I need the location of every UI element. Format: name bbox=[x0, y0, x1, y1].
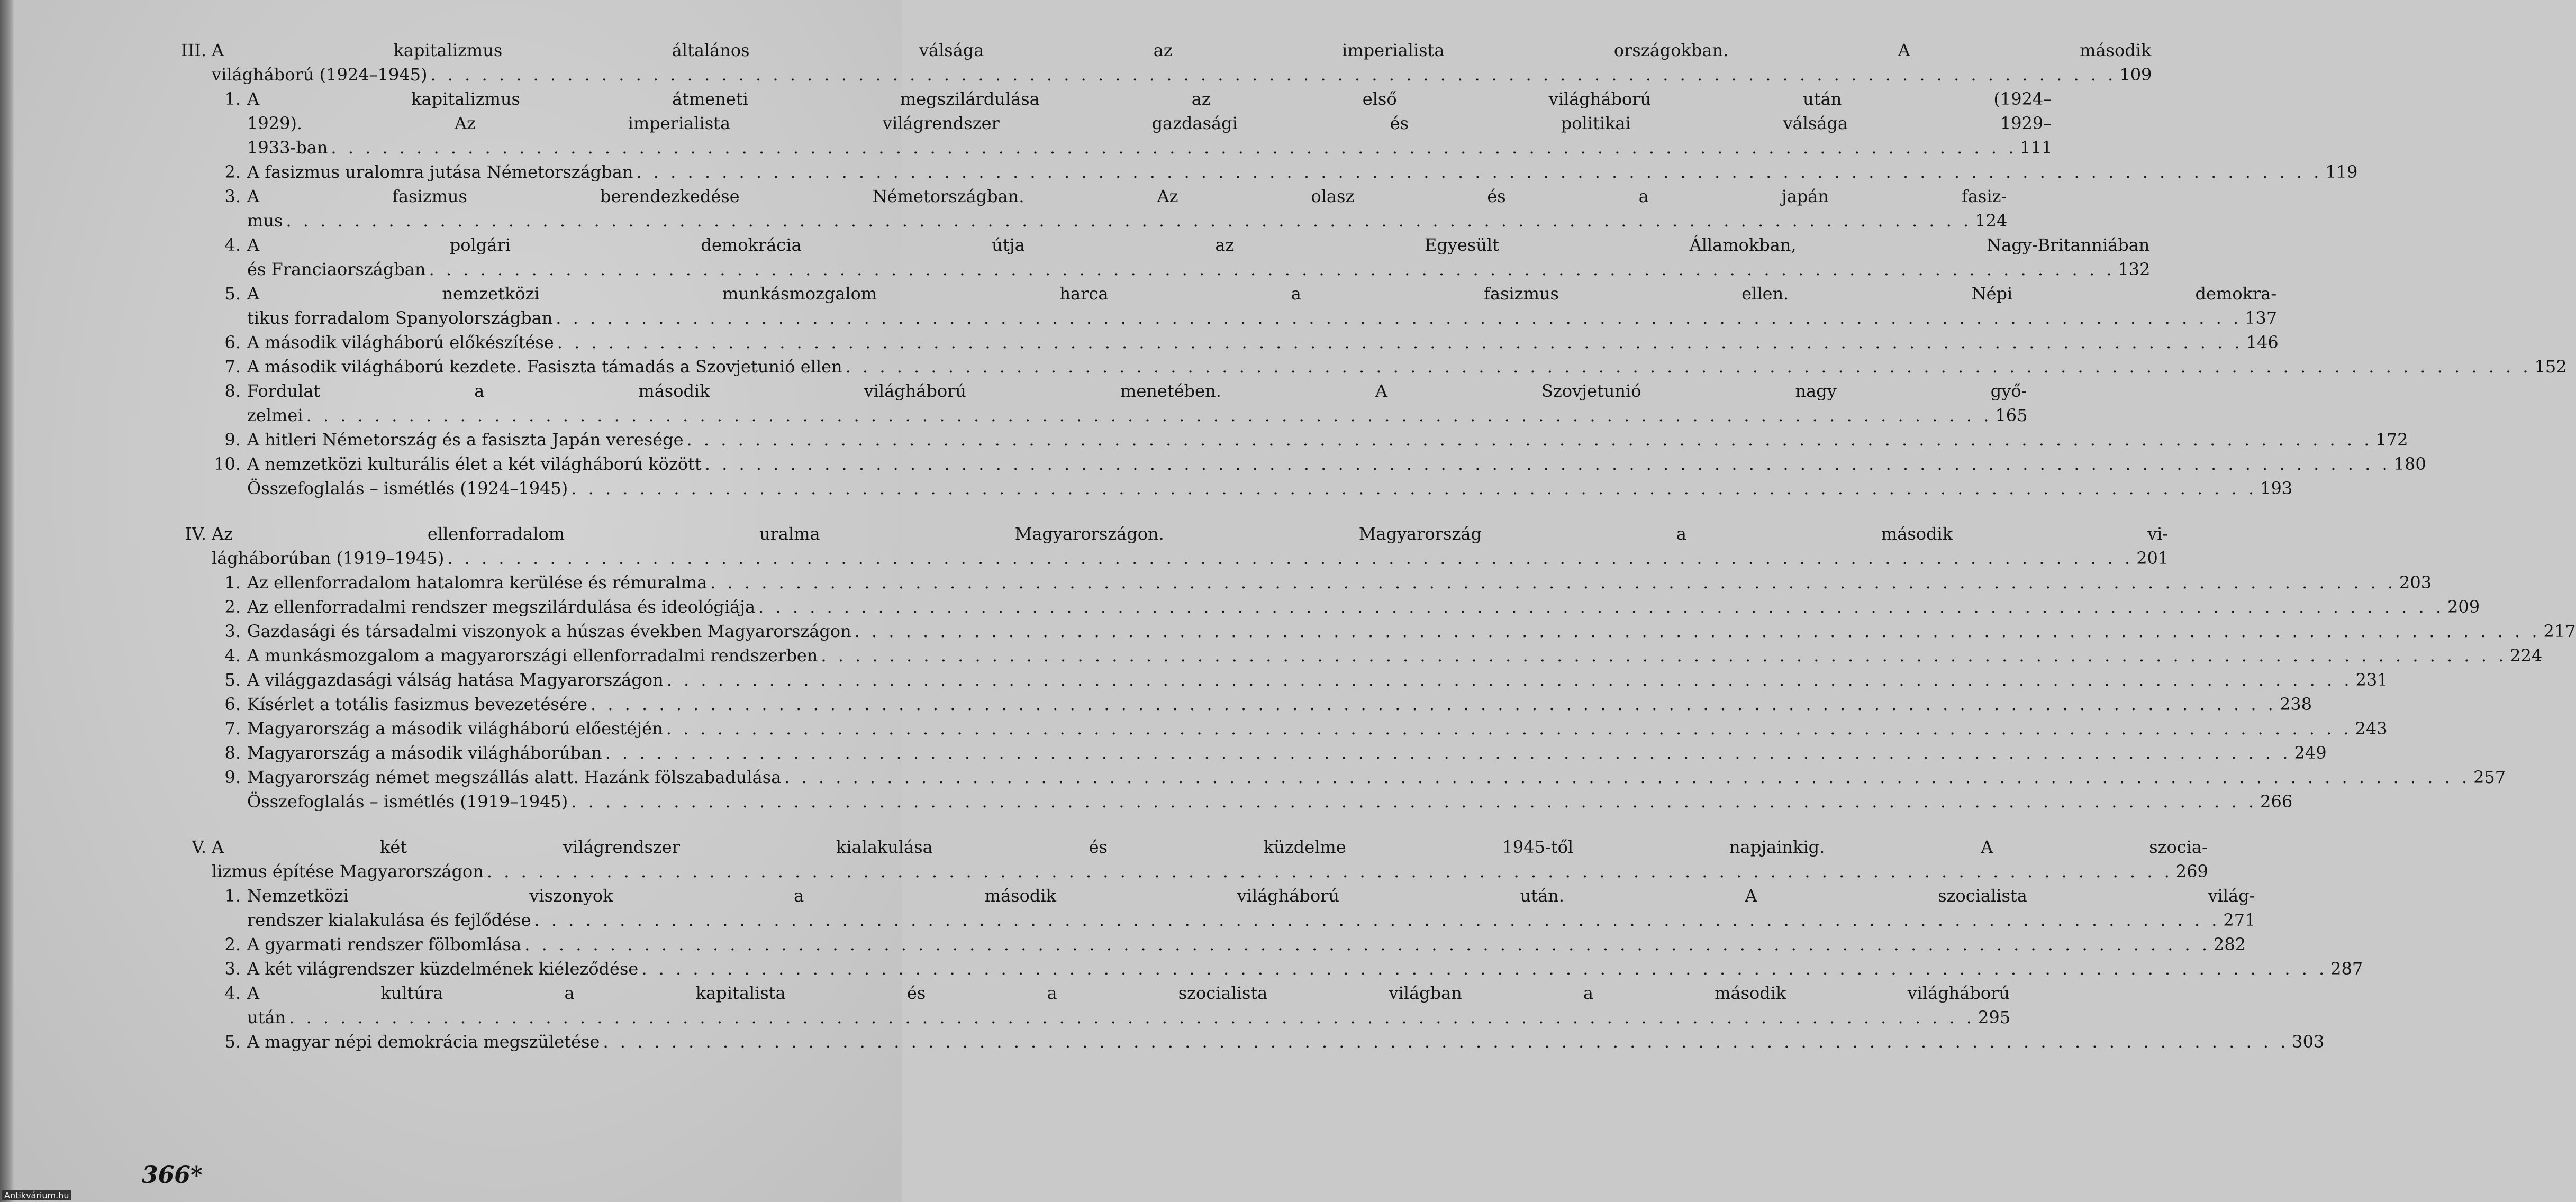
summary-entry-page: 193 bbox=[2260, 478, 2293, 498]
chapter-entry bbox=[212, 452, 2426, 476]
chapter-title-last bbox=[247, 427, 2407, 452]
chapter-title-last bbox=[247, 403, 2027, 427]
chapter-title-last-page: 172 bbox=[2375, 430, 2408, 450]
dot-leader bbox=[556, 306, 2242, 330]
chapter-title bbox=[247, 932, 2245, 957]
chapter-title-last-text: Gazdasági és társadalmi viszonyok a húszas években Magyarországon bbox=[247, 621, 851, 641]
dot-leader bbox=[603, 1030, 2289, 1054]
chapter-number: 5. bbox=[224, 670, 241, 690]
section-heading bbox=[164, 38, 2152, 87]
chapter-title bbox=[247, 427, 2407, 452]
chapter-title-last-text: A fasizmus uralomra jutása Németországban bbox=[247, 162, 633, 182]
section-title-last-page: 269 bbox=[2175, 861, 2208, 881]
chapter-list bbox=[212, 570, 2576, 789]
summary-entry bbox=[247, 476, 2293, 500]
chapter-title-last-page: 217 bbox=[2543, 621, 2576, 641]
section-title-line: Az ellenforradalom uralma Magyarországon. Magyarország a második vi- bbox=[212, 524, 2169, 544]
dot-leader bbox=[687, 427, 2373, 452]
chapter-title-last-page: 249 bbox=[2294, 743, 2327, 763]
chapter-entry bbox=[212, 87, 2053, 160]
chapter-number: 9. bbox=[224, 430, 241, 450]
chapter-title bbox=[247, 741, 2326, 765]
chapter-title-last-text: A magyar népi demokrácia megszületése bbox=[247, 1032, 600, 1052]
chapter-title-last bbox=[247, 765, 2505, 789]
chapter-title-last bbox=[247, 957, 2362, 981]
chapter-title-last-text: Magyarország a második világháború előestéjén bbox=[247, 718, 663, 739]
section-title-last bbox=[212, 546, 2168, 570]
chapter-number: 4. bbox=[224, 645, 241, 666]
section-title-last bbox=[212, 62, 2151, 87]
chapter-title-last bbox=[247, 330, 2278, 354]
dot-leader bbox=[855, 619, 2541, 643]
dot-leader bbox=[821, 643, 2507, 668]
chapter-entry bbox=[212, 981, 2011, 1030]
chapter-number: 3. bbox=[224, 621, 241, 641]
chapter-title-last-text: zelmei bbox=[247, 405, 303, 425]
dot-leader bbox=[447, 546, 2133, 570]
chapter-entry bbox=[212, 643, 2543, 668]
chapter-title bbox=[247, 570, 2431, 595]
dot-leader bbox=[331, 135, 2017, 160]
chapter-title bbox=[247, 281, 2276, 330]
chapter-title-last bbox=[247, 692, 2311, 716]
chapter-title bbox=[247, 692, 2311, 716]
section-title-line: A két világrendszer kialakulása és küzdelme 1945-től napjainkig. A szocia- bbox=[212, 837, 2208, 857]
chapter-entry bbox=[212, 354, 2567, 379]
chapter-entry bbox=[212, 884, 2256, 932]
chapter-title-last-page: 243 bbox=[2355, 718, 2388, 739]
section-title-last-text: lágháborúban (1919–1945) bbox=[212, 548, 445, 568]
chapter-number: 3. bbox=[224, 959, 241, 979]
chapter-title-last-text: A munkásmozgalom a magyarországi ellenforradalmi rendszerben bbox=[247, 645, 818, 666]
section-number: IV. bbox=[185, 524, 206, 544]
chapter-entry bbox=[212, 932, 2246, 957]
chapter-title bbox=[247, 330, 2278, 354]
chapter-title-last-page: 203 bbox=[2399, 572, 2432, 593]
chapter-title-last bbox=[247, 908, 2255, 932]
chapter-title-line: Fordulat a második világháború menetében. A Szovjetunió nagy győ- bbox=[247, 381, 2027, 401]
chapter-title-last bbox=[247, 354, 2566, 379]
section-heading bbox=[164, 835, 2208, 884]
dot-leader bbox=[524, 932, 2210, 957]
chapter-title-last-text: után bbox=[247, 1007, 286, 1027]
chapter-title bbox=[247, 1030, 2324, 1054]
toc-section bbox=[164, 522, 2576, 814]
dot-leader bbox=[667, 668, 2353, 692]
chapter-title-last bbox=[247, 716, 2387, 741]
chapter-number: 7. bbox=[224, 718, 241, 739]
toc-section bbox=[164, 38, 2567, 500]
chapter-title bbox=[247, 619, 2575, 643]
chapter-title-last-text: A második világháború előkészítése bbox=[247, 332, 554, 352]
chapter-title-last bbox=[247, 570, 2431, 595]
chapter-number: 1. bbox=[224, 572, 241, 593]
chapter-number: 8. bbox=[224, 381, 241, 401]
dot-leader bbox=[534, 908, 2220, 932]
chapter-title-last-text: A második világháború kezdete. Fasiszta támadás a Szovjetunió ellen bbox=[247, 357, 842, 377]
chapter-title-last-page: 165 bbox=[1995, 405, 2028, 425]
chapter-entry bbox=[212, 330, 2279, 354]
chapter-entry bbox=[212, 765, 2506, 789]
chapter-title-last-text: és Franciaországban bbox=[247, 259, 426, 279]
chapter-number: 6. bbox=[224, 694, 241, 714]
chapter-title-last bbox=[247, 932, 2245, 957]
chapter-title bbox=[247, 595, 2479, 619]
chapter-title-last bbox=[247, 452, 2426, 476]
chapter-entry bbox=[212, 668, 2388, 692]
chapter-entry bbox=[212, 1030, 2325, 1054]
chapter-entry bbox=[212, 184, 2008, 233]
summary-entry-text: Összefoglalás – ismétlés (1924–1945) bbox=[247, 478, 568, 498]
section-title-last-page: 109 bbox=[2119, 65, 2152, 85]
chapter-title-last-text: Magyarország német megszállás alatt. Hazánk fölszabadulása bbox=[247, 767, 782, 787]
chapter-entry bbox=[212, 716, 2388, 741]
chapter-title-last-text: A két világrendszer küzdelmének kiéleződése bbox=[247, 959, 639, 979]
chapter-title-last-page: 231 bbox=[2355, 670, 2388, 690]
chapter-entry bbox=[212, 595, 2480, 619]
chapter-title bbox=[247, 884, 2255, 932]
chapter-number: 7. bbox=[224, 357, 241, 377]
chapter-title-last bbox=[247, 160, 2357, 184]
chapter-title bbox=[247, 957, 2362, 981]
chapter-title bbox=[247, 184, 2007, 233]
chapter-title-last-text: tikus forradalom Spanyolországban bbox=[247, 308, 553, 328]
chapter-list bbox=[212, 87, 2567, 476]
chapter-title-last-page: 271 bbox=[2223, 910, 2256, 930]
chapter-number: 3. bbox=[224, 186, 241, 206]
dot-leader bbox=[710, 570, 2396, 595]
chapter-number: 6. bbox=[224, 332, 241, 352]
dot-leader bbox=[591, 692, 2276, 716]
section-summary bbox=[247, 476, 2293, 500]
chapter-title bbox=[247, 452, 2426, 476]
chapter-number: 1. bbox=[224, 89, 241, 109]
chapter-title-last-text: A nemzetközi kulturális élet a két világháború között bbox=[247, 454, 702, 474]
dot-leader bbox=[758, 595, 2444, 619]
chapter-title-line: 1929). Az imperialista világrendszer gazdasági és politikai válsága 1929– bbox=[247, 113, 2052, 133]
chapter-title-last-page: 124 bbox=[1975, 211, 2008, 231]
chapter-title bbox=[247, 668, 2388, 692]
dot-leader bbox=[286, 208, 1972, 233]
chapter-title-last bbox=[247, 619, 2575, 643]
section-title bbox=[212, 38, 2151, 87]
chapter-number: 5. bbox=[224, 284, 241, 304]
chapter-title-last bbox=[247, 135, 2052, 160]
summary-entry bbox=[247, 789, 2293, 814]
dot-leader bbox=[636, 160, 2322, 184]
chapter-title-last-text: A világgazdasági válság hatása Magyarországon bbox=[247, 670, 664, 690]
chapter-number: 4. bbox=[224, 235, 241, 255]
section-title bbox=[212, 835, 2208, 884]
chapter-title bbox=[247, 233, 2149, 281]
chapter-title-last bbox=[247, 257, 2149, 281]
chapter-title-last-page: 146 bbox=[2246, 332, 2279, 352]
dot-leader bbox=[430, 62, 2116, 87]
chapter-title-last-page: 111 bbox=[2020, 138, 2053, 158]
chapter-title-last-text: Kísérlet a totális fasizmus bevezetésére bbox=[247, 694, 587, 714]
chapter-number: 10. bbox=[214, 454, 241, 474]
page-number: 366* bbox=[142, 1162, 203, 1189]
dot-leader bbox=[705, 452, 2391, 476]
chapter-entry bbox=[212, 160, 2358, 184]
chapter-title-last-text: Magyarország a második világháborúban bbox=[247, 743, 602, 763]
chapter-number: 2. bbox=[224, 162, 241, 182]
dot-leader bbox=[571, 789, 2257, 814]
dot-leader bbox=[666, 716, 2352, 741]
chapter-number: 2. bbox=[224, 597, 241, 617]
chapter-title bbox=[247, 716, 2387, 741]
dot-leader bbox=[605, 741, 2291, 765]
chapter-title bbox=[247, 765, 2505, 789]
dot-leader bbox=[487, 859, 2173, 884]
book-spine-edge bbox=[0, 0, 14, 1202]
chapter-title-last-text: Az ellenforradalom hatalomra kerülése és rémuralma bbox=[247, 572, 708, 593]
table-of-contents bbox=[164, 38, 2576, 1075]
chapter-title-last-text: mus bbox=[247, 211, 283, 231]
chapter-title-last-page: 119 bbox=[2325, 162, 2358, 182]
chapter-entry bbox=[212, 379, 2028, 427]
chapter-title-last-page: 257 bbox=[2473, 767, 2506, 787]
chapter-title-last bbox=[247, 741, 2326, 765]
chapter-title bbox=[247, 160, 2357, 184]
chapter-title-last bbox=[247, 1030, 2324, 1054]
chapter-title-last-text: rendszer kialakulása és fejlődése bbox=[247, 910, 531, 930]
section-title-line: A kapitalizmus általános válsága az imperialista országokban. A második bbox=[212, 40, 2152, 60]
dot-leader bbox=[571, 476, 2257, 500]
chapter-entry bbox=[212, 692, 2312, 716]
chapter-number: 4. bbox=[224, 983, 241, 1003]
chapter-list bbox=[212, 884, 2363, 1054]
chapter-entry bbox=[212, 427, 2408, 452]
dot-leader bbox=[557, 330, 2243, 354]
chapter-title-last bbox=[247, 668, 2388, 692]
chapter-title-line: Nemzetközi viszonyok a második világháború után. A szocialista világ- bbox=[247, 886, 2255, 906]
section-title-last-text: lizmus építése Magyarországon bbox=[212, 861, 484, 881]
section-title bbox=[212, 522, 2168, 570]
chapter-title-last-text: A hitleri Németország és a fasiszta Japán veresége bbox=[247, 430, 684, 450]
chapter-title-last bbox=[247, 595, 2479, 619]
chapter-title-last-text: A gyarmati rendszer fölbomlása bbox=[247, 934, 522, 954]
watermark: Antikvárium.hu bbox=[2, 1190, 71, 1200]
chapter-entry bbox=[212, 741, 2327, 765]
section-summary bbox=[247, 789, 2293, 814]
section-title-last bbox=[212, 859, 2208, 884]
chapter-number: 1. bbox=[224, 886, 241, 906]
chapter-entry bbox=[212, 281, 2278, 330]
chapter-entry bbox=[212, 570, 2432, 595]
chapter-entry bbox=[212, 619, 2576, 643]
chapter-title-line: A kultúra a kapitalista és a szocialista világban a második világháború bbox=[247, 983, 2010, 1003]
chapter-title bbox=[247, 87, 2052, 160]
chapter-title-last-page: 209 bbox=[2447, 597, 2480, 617]
chapter-title bbox=[247, 981, 2010, 1030]
dot-leader bbox=[641, 957, 2327, 981]
chapter-title-last-page: 287 bbox=[2330, 959, 2363, 979]
dot-leader bbox=[429, 257, 2115, 281]
chapter-number: 8. bbox=[224, 743, 241, 763]
chapter-title-last bbox=[247, 208, 2007, 233]
chapter-number: 2. bbox=[224, 934, 241, 954]
section-number: V. bbox=[192, 837, 206, 857]
chapter-title-last-page: 132 bbox=[2118, 259, 2151, 279]
chapter-title-last-page: 137 bbox=[2245, 308, 2278, 328]
chapter-title-last-page: 295 bbox=[1978, 1007, 2011, 1027]
chapter-title-last-text: Az ellenforradalmi rendszer megszilárdulása és ideológiája bbox=[247, 597, 756, 617]
chapter-title-last bbox=[247, 306, 2276, 330]
chapter-title-last-page: 180 bbox=[2393, 454, 2426, 474]
chapter-title-last-page: 282 bbox=[2214, 934, 2246, 954]
chapter-entry bbox=[212, 957, 2363, 981]
chapter-title bbox=[247, 354, 2566, 379]
chapter-title-line: A nemzetközi munkásmozgalom harca a fasizmus ellen. Népi demokra- bbox=[247, 284, 2277, 304]
chapter-entry bbox=[212, 233, 2151, 281]
chapter-title-last bbox=[247, 1005, 2010, 1030]
section-number: III. bbox=[180, 40, 206, 60]
chapter-title-line: A kapitalizmus átmeneti megszilárdulása az első világháború után (1924– bbox=[247, 89, 2052, 109]
dot-leader bbox=[289, 1005, 1975, 1030]
chapter-number: 5. bbox=[224, 1032, 241, 1052]
chapter-title-last-page: 224 bbox=[2510, 645, 2543, 666]
chapter-title bbox=[247, 379, 2027, 427]
section-heading bbox=[164, 522, 2169, 570]
chapter-title-last-page: 238 bbox=[2279, 694, 2312, 714]
chapter-title-line: A polgári demokrácia útja az Egyesült Államokban, Nagy-Britanniában bbox=[247, 235, 2150, 255]
chapter-title-last bbox=[247, 643, 2542, 668]
dot-leader bbox=[306, 403, 1992, 427]
summary-entry-page: 266 bbox=[2260, 791, 2293, 812]
chapter-title-line: A fasizmus berendezkedése Németországban. Az olasz és a japán fasiz- bbox=[247, 186, 2007, 206]
chapter-title-last-page: 303 bbox=[2292, 1032, 2325, 1052]
chapter-title-last-page: 152 bbox=[2534, 357, 2567, 377]
toc-section bbox=[164, 835, 2363, 1054]
dot-leader bbox=[784, 765, 2470, 789]
section-title-last-text: világháború (1924–1945) bbox=[212, 65, 428, 85]
chapter-number: 9. bbox=[224, 767, 241, 787]
chapter-title-last-text: 1933-ban bbox=[247, 138, 328, 158]
section-title-last-page: 201 bbox=[2136, 548, 2169, 568]
dot-leader bbox=[846, 354, 2532, 379]
chapter-title bbox=[247, 643, 2542, 668]
summary-entry-text: Összefoglalás – ismétlés (1919–1945) bbox=[247, 791, 568, 812]
